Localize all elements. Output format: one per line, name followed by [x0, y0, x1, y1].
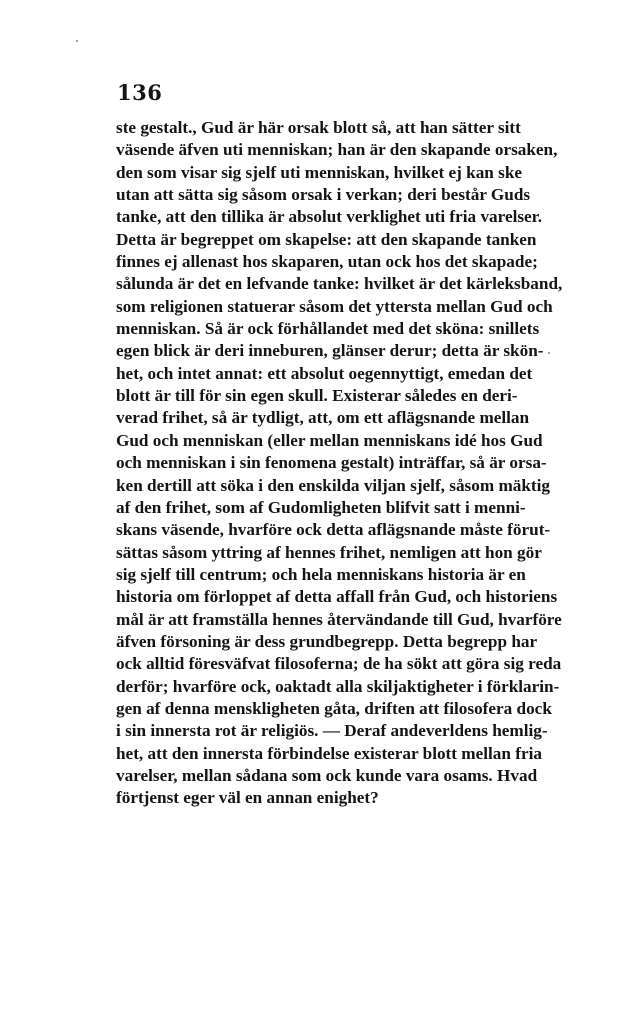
- paper-speck: [76, 40, 78, 42]
- text-line: tanke, att den tillika är absolut verklighet uti fria varelser.: [116, 207, 543, 227]
- text-line: och menniskan i sin fenomena gestalt) inträffar, så är orsa-: [116, 453, 547, 473]
- text-line: äfven försoning är dess grundbegrepp. Detta begrepp har: [116, 631, 538, 651]
- text-line: förtjenst eger väl en annan enighet?: [116, 788, 379, 808]
- text-line: het, att den innersta förbindelse existerar blott mellan fria: [116, 743, 542, 763]
- page-number: 136: [117, 80, 163, 105]
- paper-speck: [548, 352, 550, 354]
- text-line: mål är att framställa hennes återvändande till Gud, hvarföre: [116, 609, 562, 629]
- text-line: väsende äfven uti menniskan; han är den skapande orsaken,: [116, 140, 558, 160]
- text-line: sig sjelf till centrum; och hela menniskans historia är en: [116, 564, 526, 584]
- text-line: Detta är begreppet om skapelse: att den skapande tanken: [116, 229, 537, 249]
- text-line: Gud och menniskan (eller mellan menniskans idé hos Gud: [116, 430, 543, 450]
- text-line: skans väsende, hvarföre ock detta aflägsnande måste förut-: [116, 520, 551, 540]
- text-line: i sin innersta rot är religiös. — Deraf andeverldens hemlig-: [116, 721, 548, 741]
- text-line: ock alltid föresväfvat filosoferna; de ha sökt att göra sig reda: [116, 654, 562, 674]
- text-line: ken dertill att söka i den enskilda viljan sjelf, såsom mäktig: [116, 475, 551, 495]
- text-line: het, och intet annat: ett absolut oegennyttigt, emedan det: [116, 363, 533, 383]
- text-line: ste gestalt., Gud är här orsak blott så, att han sätter sitt: [116, 118, 521, 137]
- text-line: sättas såsom yttring af hennes frihet, nemligen att hon gör: [116, 542, 542, 562]
- text-line: blott är till för sin egen skull. Existerar således en deri-: [116, 386, 518, 406]
- text-line: egen blick är deri inneburen, glänser derur; detta är skön-: [116, 341, 544, 361]
- text-line: af den frihet, som af Gudomligheten blifvit satt i menni-: [116, 497, 526, 517]
- text-line: varelser, mellan sådana som ock kunde vara osams. Hvad: [116, 765, 538, 785]
- text-line: utan att sätta sig såsom orsak i verkan; deri består Guds: [116, 185, 531, 205]
- text-line: menniskan. Så är ock förhållandet med det sköna: snillets: [116, 319, 540, 339]
- text-line: som religionen statuerar såsom det yttersta mellan Gud och: [116, 296, 553, 316]
- text-line: verad frihet, så är tydligt, att, om ett aflägsnande mellan: [116, 408, 530, 428]
- body-text: [116, 117, 563, 810]
- text-line: derför; hvarföre ock, oaktadt alla skiljaktigheter i förklarin-: [116, 676, 560, 696]
- text-line: den som visar sig sjelf uti menniskan, hvilket ej kan ske: [116, 162, 523, 182]
- text-line: sålunda är det en lefvande tanke: hvilket är det kärleksband,: [116, 274, 563, 294]
- text-line: historia om förloppet af detta affall från Gud, och historiens: [116, 587, 558, 607]
- text-line: gen af denna menskligheten gåta, driften att filosofera dock: [116, 698, 552, 718]
- text-line: finnes ej allenast hos skaparen, utan ock hos det skapade;: [116, 252, 538, 272]
